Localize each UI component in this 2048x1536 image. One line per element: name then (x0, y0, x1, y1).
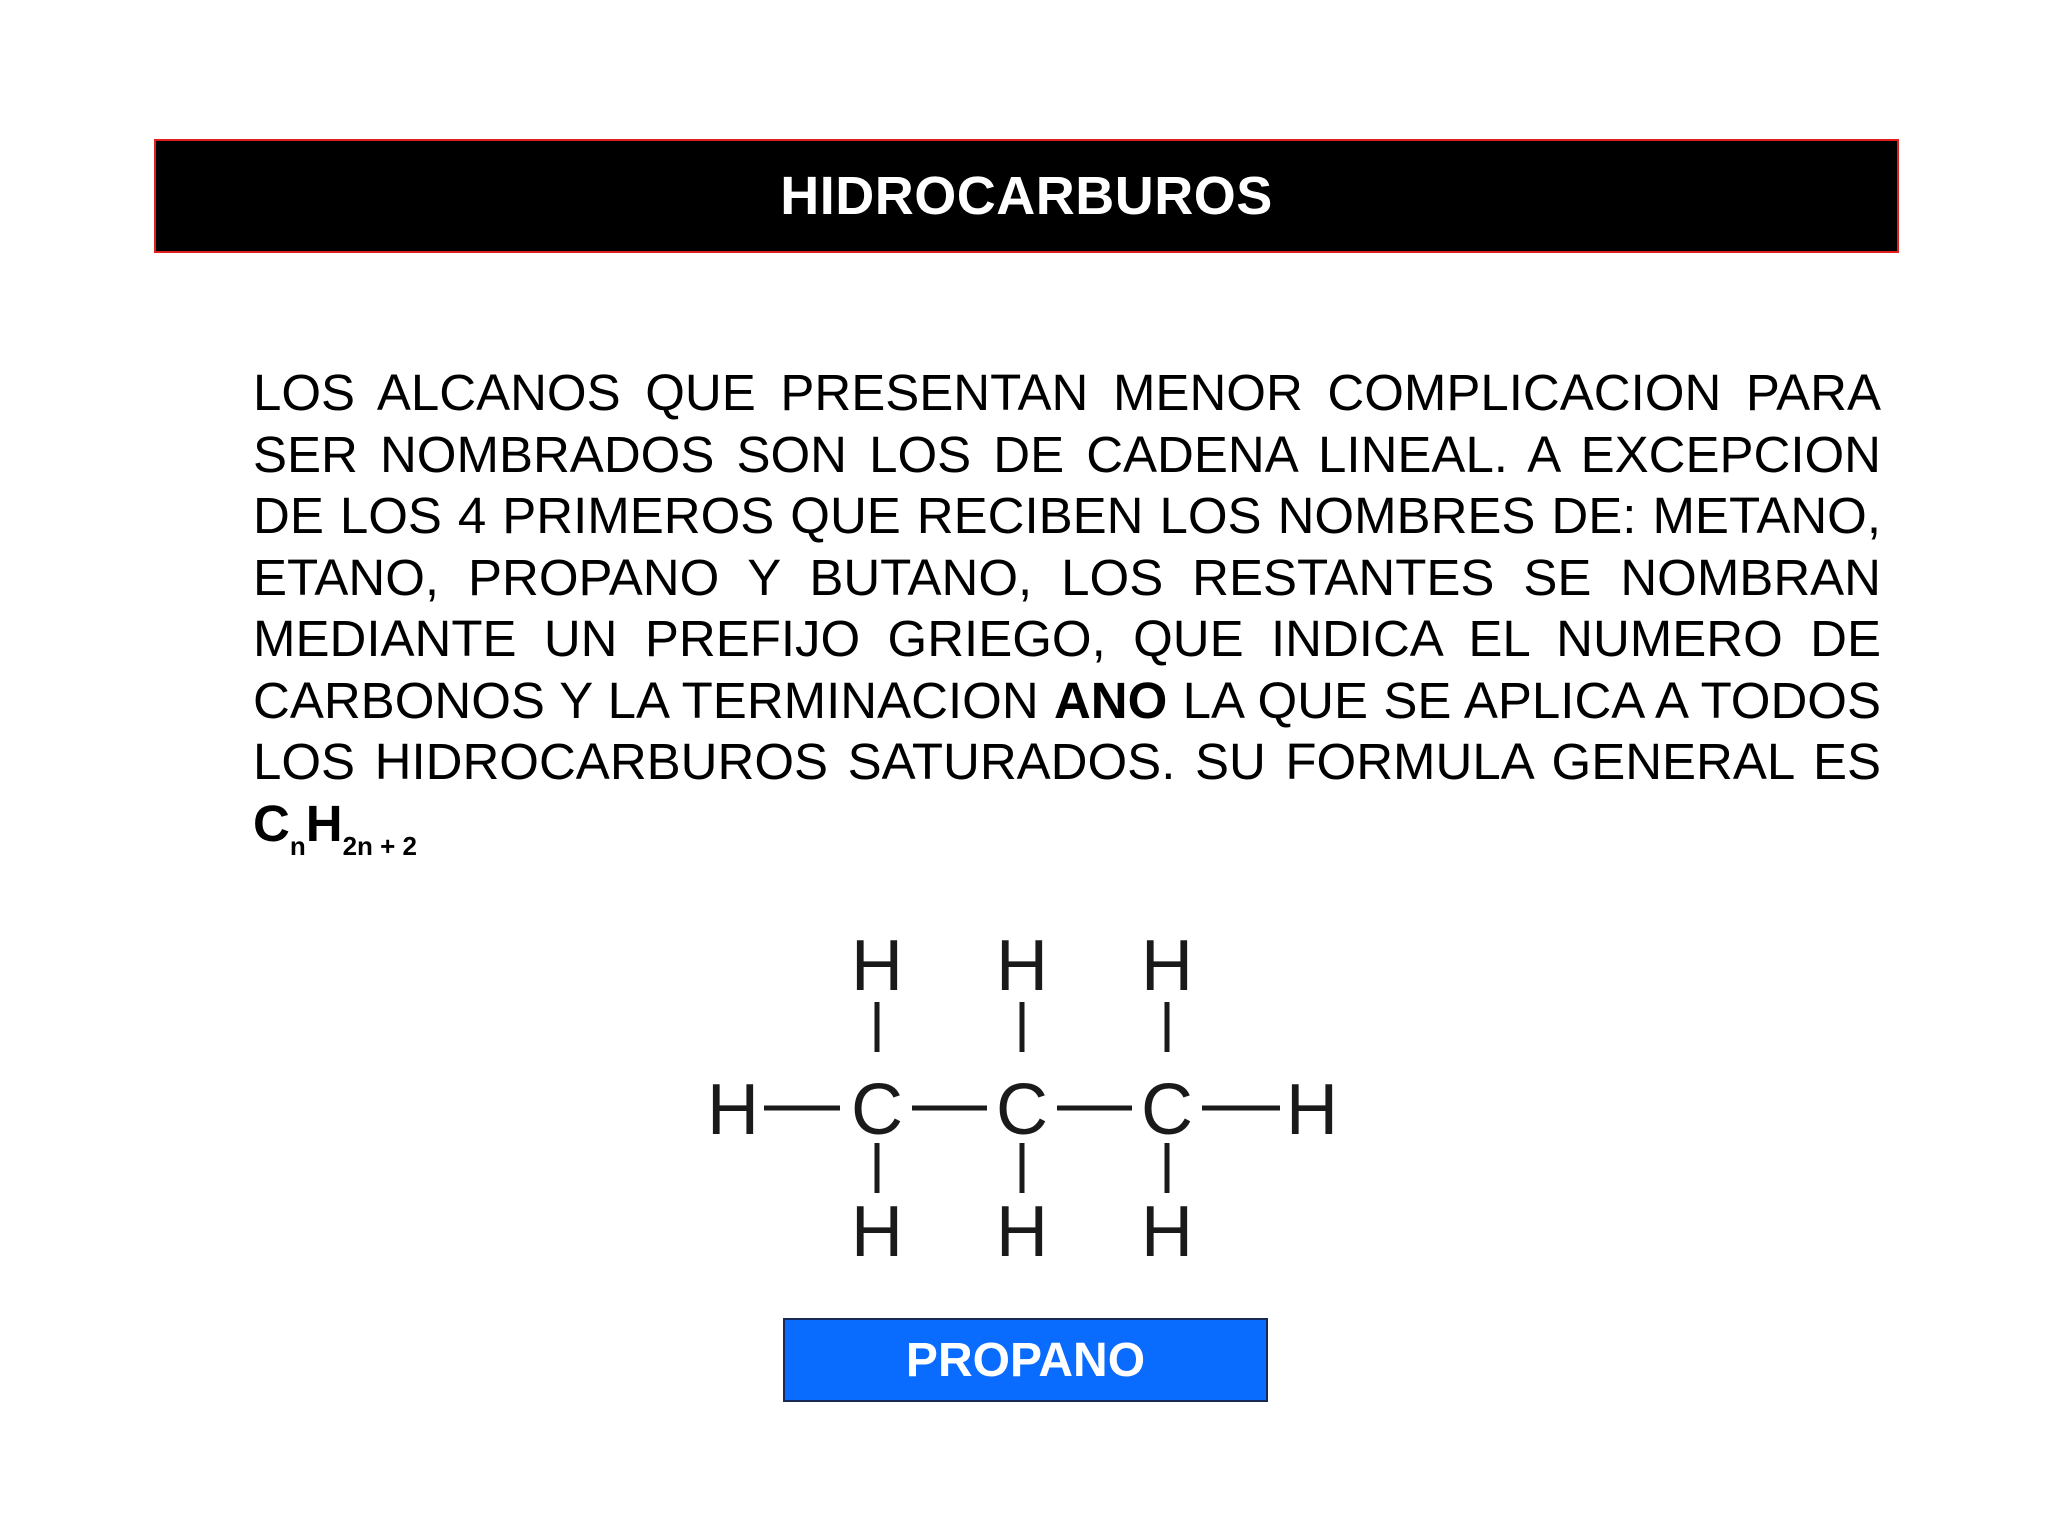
paragraph-text-1: LOS ALCANOS QUE PRESENTAN MENOR COMPLICACION PARA SER NOMBRADOS SON LOS DE CADENA LINEAL. A EXCEPCION DE LOS 4 PRIMEROS QUE RECIBEN LOS NOMBRES DE: METANO, ETANO, PROPANO Y BUTANO, LOS RESTANTES SE NOMBRAN MEDIANTE UN PREFIJO GRIEGO, QUE INDICA EL NUMERO DE CARBONOS Y LA TERMINACION (253, 364, 1881, 729)
title-bar (154, 139, 1899, 253)
molecule-caption-box (783, 1318, 1268, 1402)
propane-structure (700, 915, 1340, 1275)
molecule-caption: PROPANO (905, 1333, 1146, 1387)
left-hydrogen: H (707, 1070, 759, 1150)
top-hydrogen-3: H (1141, 926, 1193, 1006)
carbon-3: C (1141, 1070, 1193, 1150)
formula-c-subscript: n (289, 830, 306, 861)
formula-h-subscript: 2n + 2 (342, 830, 418, 861)
paragraph-text-2: LA QUE SE APLICA A TODOS LOS HIDROCARBUROS SATURADOS. SU FORMULA GENERAL ES (253, 671, 1881, 790)
right-hydrogen: H (1286, 1070, 1338, 1150)
page-title: HIDROCARBUROS (780, 166, 1273, 226)
bottom-hydrogen-1: H (851, 1192, 903, 1272)
general-formula (253, 794, 418, 861)
body-paragraph (253, 362, 1881, 861)
carbon-1: C (851, 1070, 903, 1150)
formula-h: H (305, 794, 343, 852)
bottom-hydrogen-3: H (1141, 1192, 1193, 1272)
carbon-2: C (996, 1070, 1048, 1150)
top-hydrogen-1: H (851, 926, 903, 1006)
suffix-ano: ANO (1053, 671, 1168, 729)
bottom-hydrogen-2: H (996, 1192, 1048, 1272)
formula-c: C (253, 794, 290, 852)
top-hydrogen-2: H (996, 926, 1048, 1006)
